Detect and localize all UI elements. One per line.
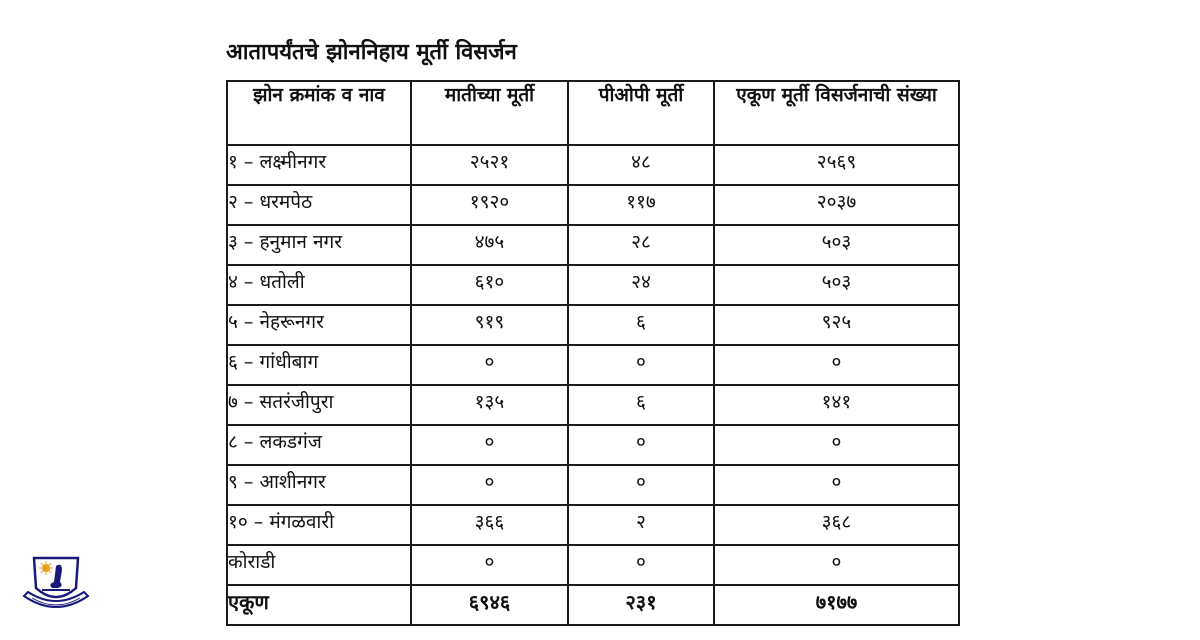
pop-count: ० [568, 425, 714, 465]
clay-count: ० [411, 425, 568, 465]
total-count: ० [714, 545, 959, 585]
clay-count: ६१० [411, 265, 568, 305]
total-count: २५६९ [714, 145, 959, 185]
clay-count: ३६६ [411, 505, 568, 545]
clay-count: ० [411, 345, 568, 385]
pop-count: २४ [568, 265, 714, 305]
header-clay-idols: मातीच्या मूर्ती [411, 81, 568, 145]
pop-count: २ [568, 505, 714, 545]
total-clay-count: ६९४६ [411, 585, 568, 625]
table-row [227, 545, 959, 585]
pop-count: ० [568, 545, 714, 585]
pop-count: ११७ [568, 185, 714, 225]
total-count: ० [714, 465, 959, 505]
table-row [227, 265, 959, 305]
clay-count: ४७५ [411, 225, 568, 265]
table-header-row [227, 81, 959, 145]
clay-count: १९२० [411, 185, 568, 225]
page-title: आतापर्यंतचे झोननिहाय मूर्ती विसर्जन [226, 40, 517, 65]
total-count: ५०३ [714, 225, 959, 265]
clay-count: १३५ [411, 385, 568, 425]
zone-immersion-table [226, 80, 960, 626]
zone-name: ३ – हनुमान नगर [227, 225, 411, 265]
zone-name: ४ – धतोली [227, 265, 411, 305]
header-pop-idols: पीओपी मूर्ती [568, 81, 714, 145]
total-row [227, 585, 959, 625]
total-count: ० [714, 345, 959, 385]
table-row [227, 185, 959, 225]
pop-count: ६ [568, 305, 714, 345]
zone-name: ५ – नेहरूनगर [227, 305, 411, 345]
zone-name: ८ – लकडगंज [227, 425, 411, 465]
clay-count: ० [411, 465, 568, 505]
total-count: १४१ [714, 385, 959, 425]
table-row [227, 225, 959, 265]
total-count: ३६८ [714, 505, 959, 545]
zone-name: कोराडी [227, 545, 411, 585]
zone-name: १ – लक्ष्मीनगर [227, 145, 411, 185]
table-row [227, 345, 959, 385]
pop-count: २८ [568, 225, 714, 265]
total-count: २०३७ [714, 185, 959, 225]
total-count: ५०३ [714, 265, 959, 305]
zone-name: १० – मंगळवारी [227, 505, 411, 545]
zone-name: ६ – गांधीबाग [227, 345, 411, 385]
zone-name: २ – धरमपेठ [227, 185, 411, 225]
pop-count: ० [568, 345, 714, 385]
pop-count: ६ [568, 385, 714, 425]
header-zone: झोन क्रमांक व नाव [227, 81, 411, 145]
clay-count: ९१९ [411, 305, 568, 345]
total-count: ९२५ [714, 305, 959, 345]
table-row [227, 305, 959, 345]
total-label: एकूण [227, 585, 411, 625]
pop-count: ० [568, 465, 714, 505]
clay-count: ० [411, 545, 568, 585]
zone-name: ९ – आशीनगर [227, 465, 411, 505]
table-row [227, 385, 959, 425]
table-row [227, 465, 959, 505]
header-total-idols: एकूण मूर्ती विसर्जनाची संख्या [714, 81, 959, 145]
zone-name: ७ – सतरंजीपुरा [227, 385, 411, 425]
total-pop-count: २३१ [568, 585, 714, 625]
emblem-icon [22, 552, 90, 616]
table-row [227, 505, 959, 545]
total-count: ० [714, 425, 959, 465]
municipal-emblem-logo [22, 552, 90, 616]
pop-count: ४८ [568, 145, 714, 185]
table-row [227, 145, 959, 185]
clay-count: २५२१ [411, 145, 568, 185]
table-row [227, 425, 959, 465]
grand-total-count: ७१७७ [714, 585, 959, 625]
